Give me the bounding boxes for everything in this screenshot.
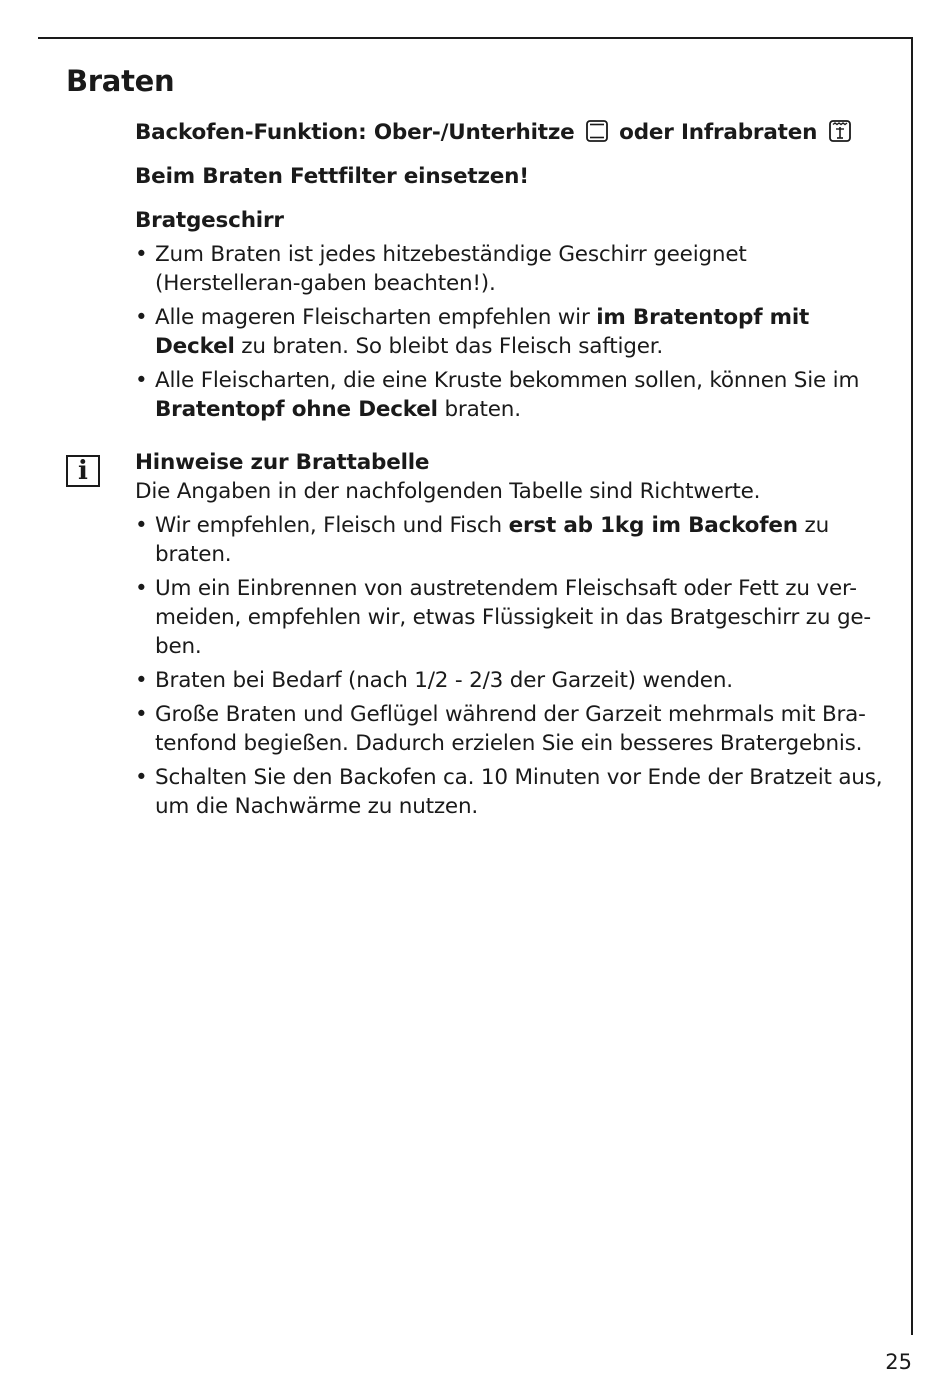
list-item [135,511,890,569]
list-item-text: Alle Fleischarten, die eine Kruste bekommen sollen, können Sie im [155,368,860,393]
emphasis-text: Bratentopf ohne Deckel [155,397,438,422]
list-item-text: Wir empfehlen, Fleisch und Fisch [155,513,509,538]
hints-heading: Hinweise zur Brattabelle [135,450,430,475]
oven-top-bottom-heat-icon [585,119,609,143]
oven-function-label: Backofen-Funktion: Ober-/Unterhitze [135,120,575,145]
hints-intro: Die Angaben in der nachfolgenden Tabelle sind Richtwerte. [135,479,761,504]
list-item [135,763,890,821]
list-item [135,700,890,758]
list-item-text: Alle mageren Fleischarten empfehlen wir [155,305,597,330]
list-item [135,666,890,695]
list-item [135,240,890,298]
emphasis-text: im Bratentopf mit Deckel [155,305,810,359]
list-item-text: Zum Braten ist jedes hitzebeständige Geschirr geeignet (Herstelleran-gaben beachten!). [155,242,747,296]
oven-function-connector: oder Infrabraten [619,120,818,145]
cookware-heading: Bratgeschirr [135,208,284,233]
list-item-text: Große Braten und Geflügel während der Garzeit mehrmals mit Bra-tenfond begießen. Dadurch erzielen Sie ein besseres Bratergebnis. [155,702,866,756]
top-rule [38,37,913,39]
infrared-grill-icon [828,119,852,143]
list-item-text: Braten bei Bedarf (nach 1/2 - 2/3 der Garzeit) wenden. [155,668,733,693]
list-item [135,366,890,424]
list-item [135,574,890,661]
right-margin-rule [911,37,913,1335]
list-item-text: Um ein Einbrennen von austretendem Fleischsaft oder Fett zu ver-meiden, empfehlen wir, etwas Flüssigkeit in das Bratgeschirr zu ge-ben. [155,576,871,659]
list-item [135,303,890,361]
hints-list [135,511,890,821]
emphasis-text: erst ab 1kg im Backofen [508,513,798,538]
roasting-table-hints [135,448,890,826]
oven-function-line [135,118,890,147]
page-number: 25 [885,1350,912,1374]
cookware-list [135,240,890,424]
info-icon: i [66,455,100,487]
list-item-text: zu braten. [155,513,830,567]
list-item-text: Schalten Sie den Backofen ca. 10 Minuten vor Ende der Bratzeit aus, um die Nachwärme zu nutzen. [155,765,883,819]
list-item-text: braten. [437,397,521,422]
list-item-text: zu braten. So bleibt das Fleisch saftiger. [234,334,664,359]
fat-filter-note: Beim Braten Fettfilter einsetzen! [135,164,529,189]
roasting-instructions [135,118,890,429]
section-title: Braten [66,64,175,98]
